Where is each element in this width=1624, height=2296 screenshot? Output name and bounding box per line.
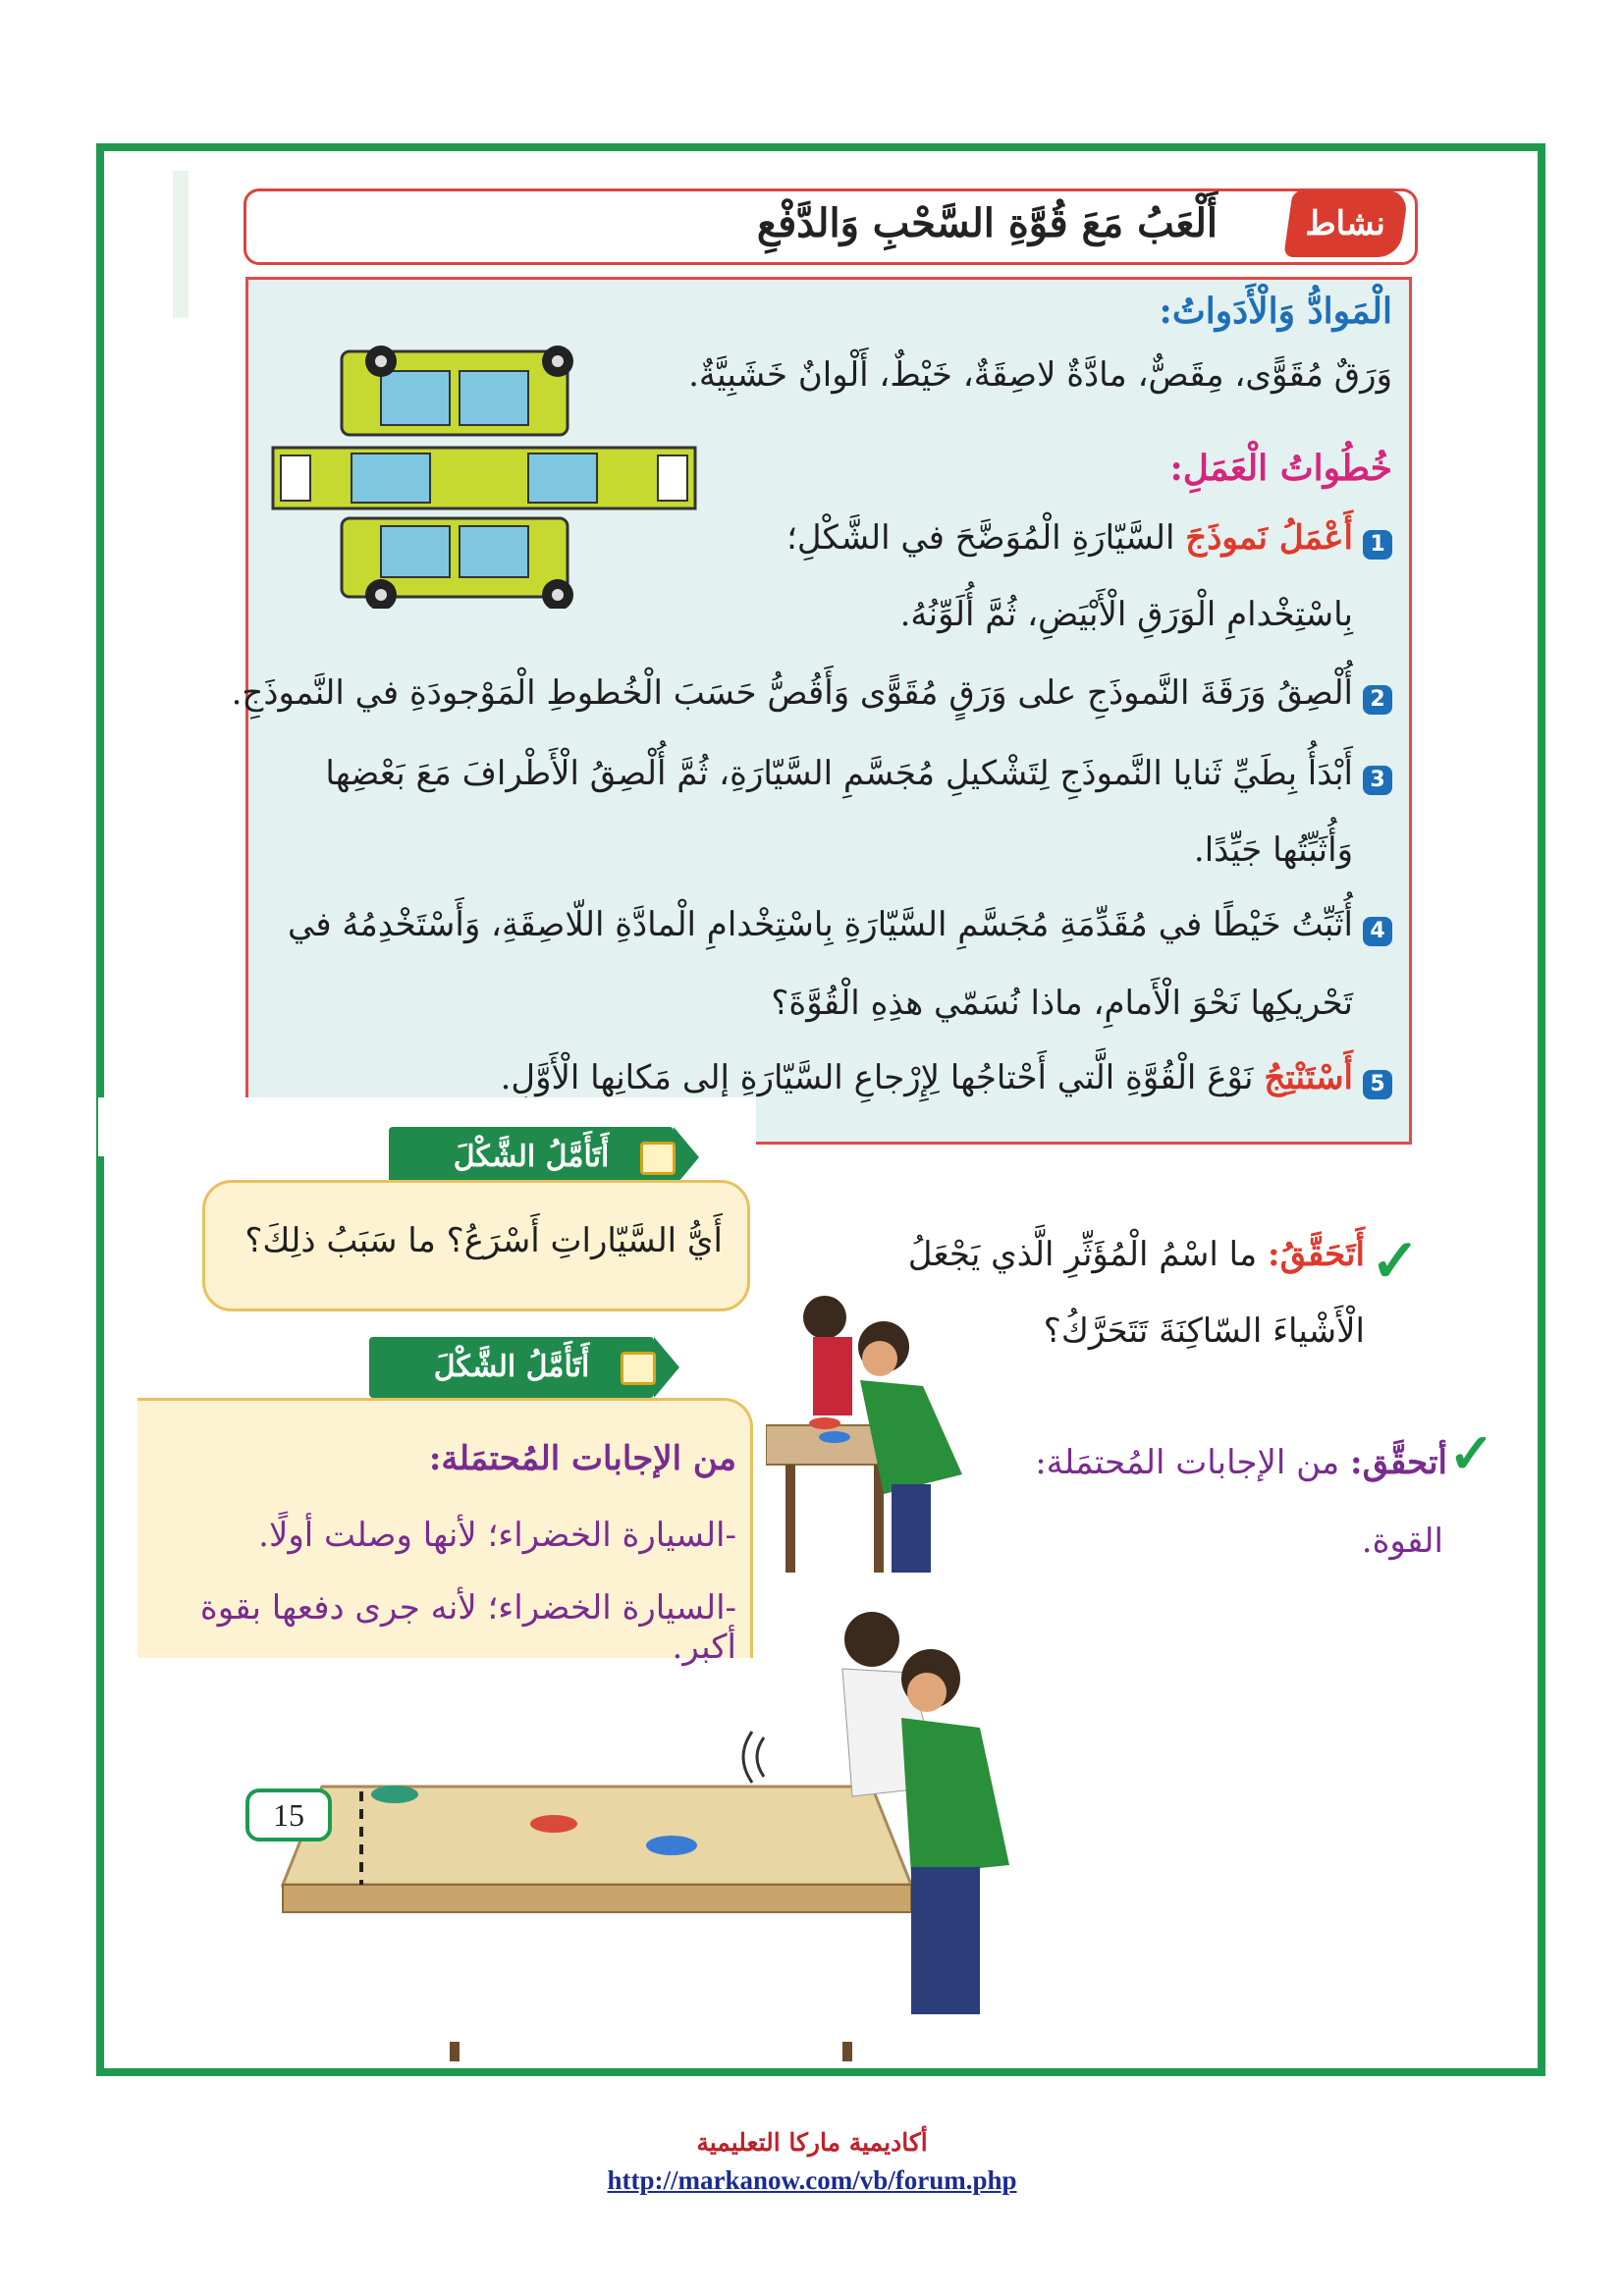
step-2-number: 2	[1363, 685, 1392, 715]
check-question-line-2: الْأَشْياءَ السّاكِنَةَ تَتَحَرَّكُ؟	[1043, 1311, 1365, 1351]
check-question-line-1	[907, 1235, 1365, 1274]
step-5-lead: أَسْتَنْتِجُ	[1264, 1058, 1353, 1097]
answers-heading: من الإجابات المُحتمَلة:	[428, 1439, 736, 1478]
book-icon	[621, 1352, 656, 1385]
step-1-text: السَّيّارَةِ الْمُوَضَّحَ في الشَّكْلِ؛	[786, 518, 1175, 558]
step-4-number: 4	[1363, 917, 1392, 946]
check-answer-mark-icon: ✓	[1448, 1421, 1494, 1486]
car-net-illustration	[263, 342, 703, 609]
check-mark-icon: ✓	[1370, 1227, 1420, 1296]
page-number: 15	[245, 1789, 332, 1842]
step-2-line-1: أُلْصِقُ وَرَقَةَ النَّموذَجِ على وَرَقٍ مُقَوًّى وَأَقُصُّ حَسَبَ الْخُطوطِ الْمَوْجودَةِ في النَّموذَجِ.	[231, 673, 1353, 713]
book-icon	[640, 1142, 676, 1175]
answer-1: -السيارة الخضراء؛ لأنها وصلت أولًا.	[258, 1516, 736, 1555]
materials-text: وَرَقٌ مُقَوًّى، مِقَصٌّ، مادَّةٌ لاصِقَةٌ، خَيْطٌ، أَلْوانٌ خَشَبِيَّةٌ.	[688, 355, 1392, 395]
footer-academy: أكاديمية ماركا التعليمية	[696, 2128, 928, 2157]
check-answer-line-1	[982, 1443, 1447, 1482]
step-3-line-2: وَأُثَبِّتُها جَيِّدًا.	[1193, 830, 1353, 870]
step-1-line-2: بِاسْتِخْدامِ الْوَرَقِ الْأَبْيَضِ، ثُمَّ أُلَوِّنُهُ.	[899, 595, 1353, 634]
activity-title: أَلْعَبُ مَعَ قُوَّةِ السَّحْبِ وَالدَّفْعِ	[756, 200, 1218, 246]
answer-2: -السيارة الخضراء؛ لأنه جرى دفعها بقوة أكبر.	[199, 1588, 736, 1667]
figure-ribbon-1: أَتَأَمَّلُ الشَّكْلَ	[389, 1127, 674, 1188]
figure-question: أَيُّ السَّيّاراتِ أَسْرَعُ؟ ما سَبَبُ ذلِكَ؟	[244, 1221, 723, 1260]
step-3-line-1: أَبْدَأُ بِطَيِّ ثَنايا النَّموذَجِ لِتَشْكيلِ مُجَسَّمِ السَّيّارَةِ، ثُمَّ أُلْصِقُ الْأَطْرافَ مَعَ بَعْضِها	[325, 754, 1353, 793]
footer-link[interactable]: http://markanow.com/vb/forum.php	[607, 2165, 1017, 2195]
check-answer-intro: من الإجابات المُحتمَلة:	[1035, 1443, 1340, 1482]
check-answer: القوة.	[1361, 1522, 1443, 1561]
step-1-number: 1	[1363, 530, 1392, 560]
step-5-line-1	[257, 1058, 1353, 1097]
step-1-line-1	[550, 518, 1353, 558]
check-text-1: ما اسْمُ الْمُؤَثِّرِ الَّذي يَجْعَلُ	[907, 1235, 1258, 1274]
check-label: أَتَحَقَّقُ:	[1268, 1235, 1365, 1274]
step-3-number: 3	[1363, 766, 1392, 795]
children-table-illustration-2	[263, 1610, 1068, 2061]
figure-ribbon-2: أَتَأَمَّلُ الشَّكْلَ	[369, 1337, 654, 1398]
side-strip	[173, 171, 189, 318]
step-4-line-2: تَحْريكِها نَحْوَ الْأَمامِ، ماذا نُسَمّي هذِهِ الْقُوَّةَ؟	[771, 984, 1353, 1023]
steps-heading: خُطُواتُ الْعَمَلِ:	[1169, 448, 1392, 489]
activity-label: نشاط	[1305, 204, 1385, 243]
step-1-lead: أَعْمَلُ نَموذَجَ	[1185, 518, 1353, 558]
step-4-line-1: أُثَبِّتُ خَيْطًا في مُقَدِّمَةِ مُجَسَّمِ السَّيّارَةِ بِاسْتِخْدامِ الْمادَّةِ اللّاصِقَةِ، وَأَسْتَخْدِمُهُ في	[288, 905, 1353, 944]
step-5-text: نَوْعَ الْقُوَّةِ الَّتي أَحْتاجُها لِإِرْجاعِ السَّيّارَةِ إِلى مَكانِها الْأَوَّلِ.	[500, 1058, 1254, 1097]
figure-ribbon-1-tail	[674, 1127, 699, 1188]
materials-heading: الْمَوادُّ وَالْأَدَواتُ:	[1159, 291, 1392, 332]
check-answer-label: أتحقَّق:	[1350, 1443, 1447, 1482]
figure-ribbon-2-tail	[654, 1337, 679, 1398]
step-5-number: 5	[1363, 1070, 1392, 1099]
